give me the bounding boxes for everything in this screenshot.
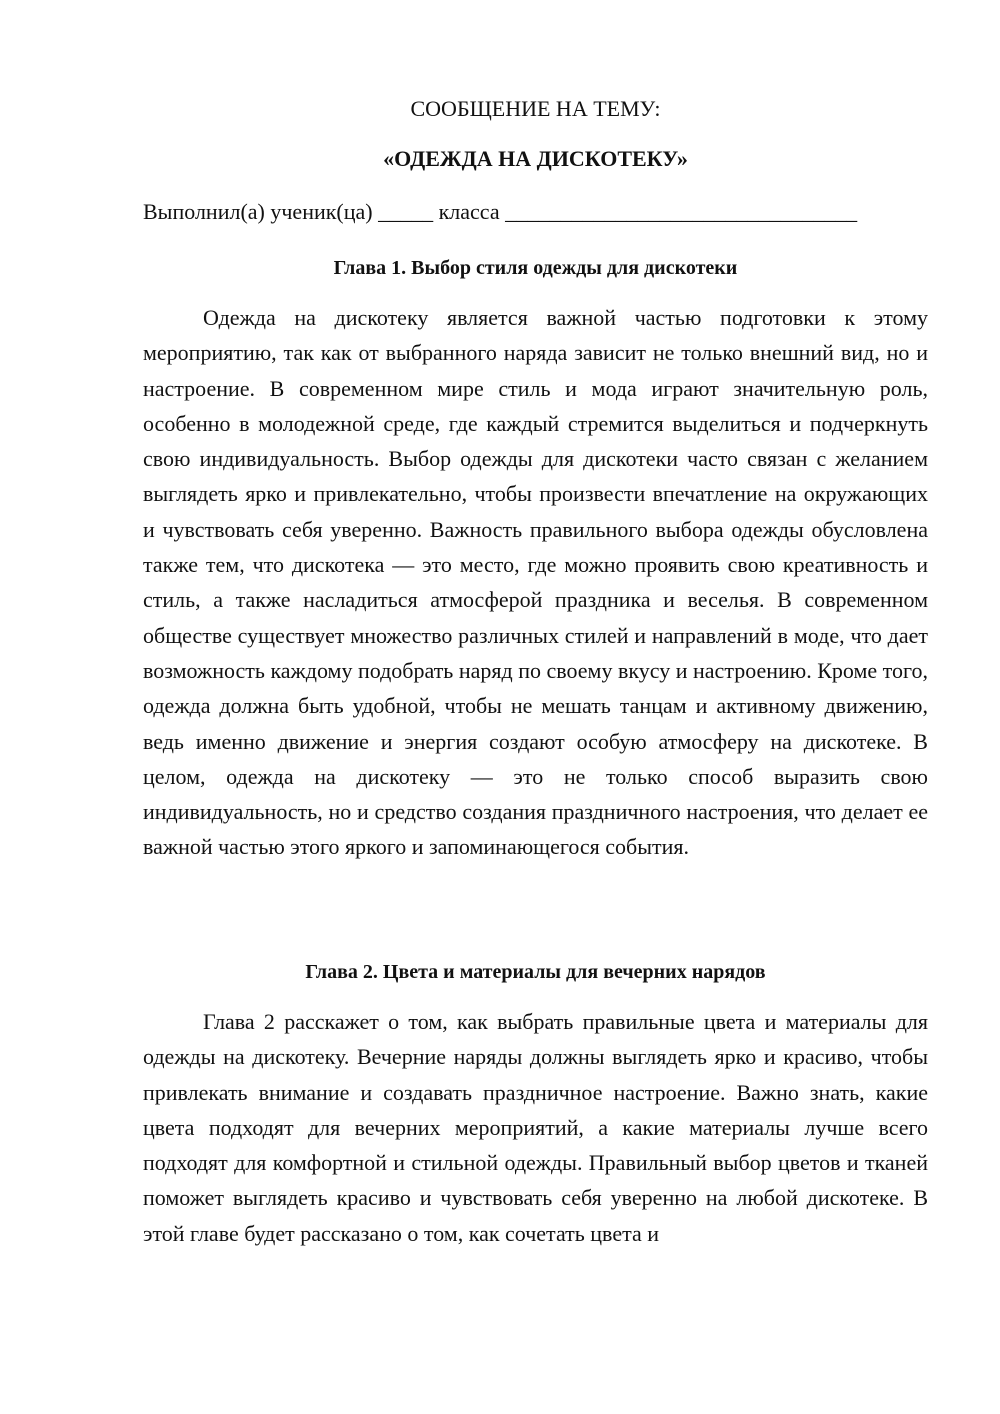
chapter-1-paragraph: Одежда на дискотеку является важной частью подготовки к этому мероприятию, так как от выбранного наряда зависит не только внешний вид, но и настроение. В современном мире стиль и мода играют значительную роль, особенно в молодежной среде, где каждый стремится выделиться и подчеркнуть свою индивидуальность. Выбор одежды для дискотеки часто связан с желанием выглядеть ярко и привлекательно, чтобы произвести впечатление на окружающих и чувствовать себя уверенно. Важность правильного выбора одежды обусловлена также тем, что дискотека — это место, где можно проявить свою креативность и стиль, а также насладиться атмосферой праздника и веселья. В современном обществе существует множество различных стилей и направлений в моде, что дает возможность каждому подобрать наряд по своему вкусу и настроению. Кроме того, одежда должна быть удобной, чтобы не мешать танцам и активному движению, ведь именно движение и энергия создают особую атмосферу на дискотеке. В целом, одежда на дискотеку — это не только способ выразить свою индивидуальность, но и средство создания праздничного настроения, что делает ее важной частью этого яркого и запоминающегося события. [143,305,928,860]
author-line: Выполнил(а) ученик(ца) _____ класса ________________________________ [143,199,858,224]
document-title: СООБЩЕНИЕ НА ТЕМУ: [410,96,661,121]
document-topic: «ОДЕЖДА НА ДИСКОТЕКУ» [383,146,688,171]
chapter-2-paragraph: Глава 2 расскажет о том, как выбрать правильные цвета и материалы для одежды на дискотеку. Вечерние наряды должны выглядеть ярко и красиво, чтобы привлекать внимание и создавать праздничное настроение. Важно знать, какие цвета подходят для вечерних мероприятий, а какие материалы лучше всего подходят для комфортной и стильной одежды. Правильный выбор цветов и тканей поможет выглядеть красиво и чувствовать себя уверенно на любой дискотеке. В этой главе будет рассказано о том, как сочетать цвета и [143,1009,928,1246]
chapter-2-heading: Глава 2. Цвета и материалы для вечерних нарядов [305,961,766,983]
chapter-1-heading: Глава 1. Выбор стиля одежды для дискотеки [333,257,738,279]
